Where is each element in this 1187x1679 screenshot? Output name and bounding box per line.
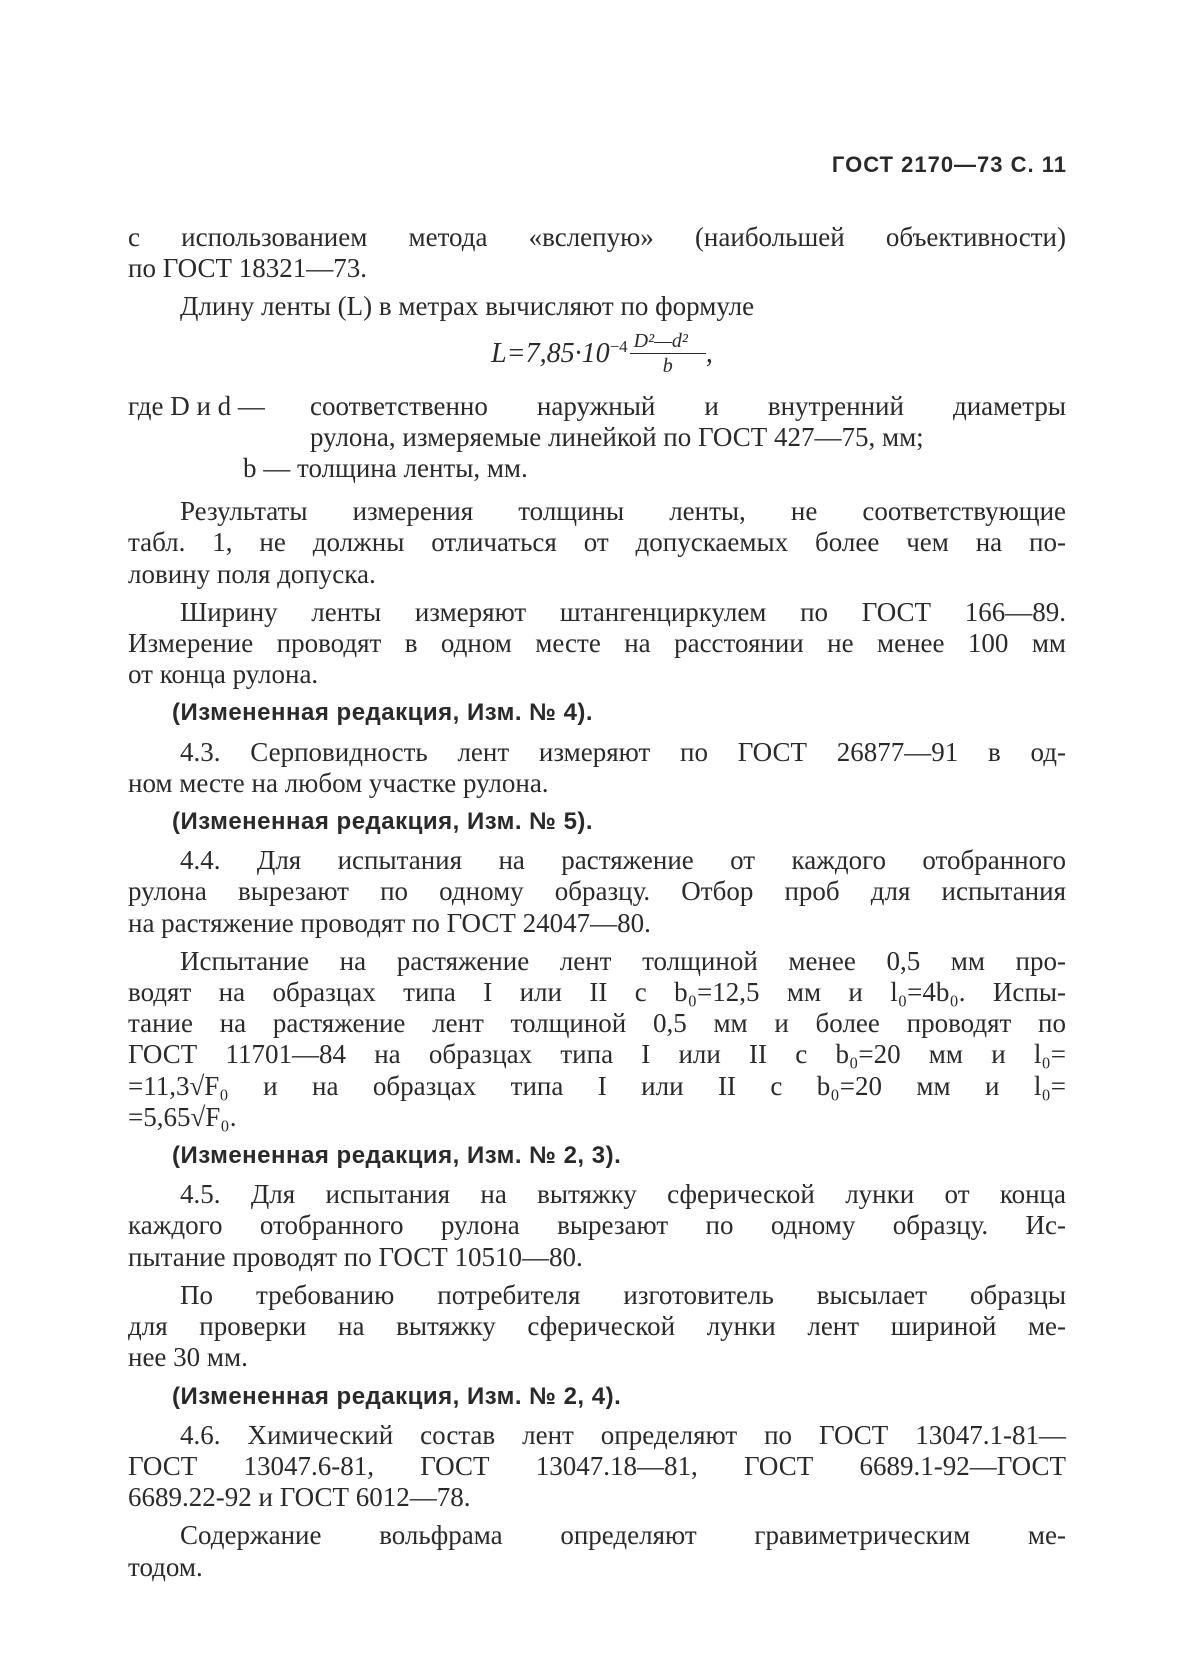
paragraph-consumer-request bbox=[128, 1280, 1066, 1374]
amendment-note-2-3: (Измененная редакция, Изм. № 2, 3). bbox=[172, 1142, 622, 1170]
text-line: =5,65√F₀. bbox=[128, 1101, 237, 1132]
legend-text: соответственно наружный и внутренний диаметры bbox=[310, 390, 1066, 421]
paragraph-thickness-results bbox=[128, 496, 1066, 590]
text-line: табл. 1, не должны отличаться от допускаемых более чем на по- bbox=[128, 527, 1066, 558]
formula-legend-d bbox=[128, 391, 1066, 422]
formula-numerator: D²—d² bbox=[630, 330, 706, 354]
paragraph-tensile-test bbox=[128, 946, 1066, 1133]
text-line: тание на растяжение лент толщиной 0,5 мм и более проводят по bbox=[128, 1008, 1066, 1039]
text-line: с использованием метода «вслепую» (наибольшей объективности) bbox=[128, 222, 1066, 252]
text-line: для проверки на вытяжку сферической лунки лент шириной ме- bbox=[128, 1311, 1066, 1342]
text-line: 4.6. Химический состав лент определяют по ГОСТ 13047.1-81— bbox=[180, 1419, 1066, 1450]
text-line: водят на образцах типа I или II с b₀=12,5 мм и l₀=4b₀. Испы- bbox=[128, 977, 1066, 1008]
paragraph-length-formula-intro: Длину ленты (L) в метрах вычисляют по формуле bbox=[180, 291, 755, 322]
legend-label: где D и d — bbox=[128, 390, 265, 421]
paragraph-intro bbox=[128, 222, 1066, 284]
text-line: каждого отобранного рулона вырезают по одному образцу. Ис- bbox=[128, 1210, 1066, 1241]
paragraph-4-3 bbox=[128, 737, 1066, 799]
formula-fraction bbox=[630, 330, 706, 377]
paragraph-4-6 bbox=[128, 1420, 1066, 1514]
text-line: Измерение проводят в одном месте на расстоянии не менее 100 мм bbox=[128, 628, 1066, 659]
amendment-note-5: (Измененная редакция, Изм. № 5). bbox=[172, 808, 594, 836]
text-line: ловину поля допуска. bbox=[128, 558, 376, 589]
text-line: Испытание на растяжение лент толщиной менее 0,5 мм про- bbox=[180, 945, 1066, 976]
text-line: По требованию потребителя изготовитель высылает образцы bbox=[180, 1279, 1066, 1310]
text-line: ГОСТ 11701—84 на образцах типа I или II с b₀=20 мм и l₀= bbox=[128, 1039, 1066, 1070]
text-line: нее 30 мм. bbox=[128, 1342, 248, 1373]
text-line: 4.5. Для испытания на вытяжку сферической лунки от конца bbox=[180, 1179, 1066, 1210]
formula-lhs: L=7,85·10 bbox=[491, 337, 610, 369]
text-line: =11,3√F₀ и на образцах типа I или II с b₀=20 мм и l₀= bbox=[128, 1070, 1066, 1101]
amendment-note-2-4: (Измененная редакция, Изм. № 2, 4). bbox=[172, 1382, 622, 1410]
page-header: ГОСТ 2170—73 С. 11 bbox=[831, 152, 1067, 177]
text-line: Ширину ленты измеряют штангенциркулем по ГОСТ 166—89. bbox=[180, 596, 1066, 627]
document-body bbox=[128, 222, 1066, 1590]
paragraph-4-4 bbox=[128, 845, 1066, 939]
text-line: 4.4. Для испытания на растяжение от каждого отобранного bbox=[180, 845, 1066, 876]
paragraph-tungsten bbox=[128, 1520, 1066, 1582]
text-line: ГОСТ 13047.6-81, ГОСТ 13047.18—81, ГОСТ 6689.1-92—ГОСТ bbox=[128, 1450, 1066, 1481]
text-line: по ГОСТ 18321—73. bbox=[128, 253, 367, 284]
formula-exponent: −4 bbox=[609, 336, 628, 356]
text-line: тодом. bbox=[128, 1551, 203, 1582]
formula-comma: , bbox=[705, 337, 713, 369]
text-line: 6689.22-92 и ГОСТ 6012—78. bbox=[128, 1482, 471, 1513]
amendment-note-4: (Измененная редакция, Изм. № 4). bbox=[172, 699, 594, 727]
formula-legend-b: b — толщина ленты, мм. bbox=[243, 453, 528, 484]
text-line: пытание проводят по ГОСТ 10510—80. bbox=[128, 1241, 583, 1272]
text-line: Результаты измерения толщины ленты, не соответствующие bbox=[180, 496, 1066, 527]
text-line: от конца рулона. bbox=[128, 659, 319, 690]
paragraph-4-5 bbox=[128, 1179, 1066, 1273]
formula-denominator: b bbox=[662, 354, 673, 377]
paragraph-width-measurement bbox=[128, 597, 1066, 691]
length-formula bbox=[128, 330, 1066, 377]
text-line: на растяжение проводят по ГОСТ 24047—80. bbox=[128, 907, 651, 938]
text-line: рулона вырезают по одному образцу. Отбор проб для испытания bbox=[128, 876, 1066, 907]
legend-continuation: рулона, измеряемые линейкой по ГОСТ 427—75, мм; bbox=[310, 421, 924, 452]
text-line: 4.3. Серповидность лент измеряют по ГОСТ 26877—91 в од- bbox=[180, 736, 1066, 767]
text-line: ном месте на любом участке рулона. bbox=[128, 767, 549, 798]
text-line: Содержание вольфрама определяют гравиметрическим ме- bbox=[180, 1520, 1066, 1551]
